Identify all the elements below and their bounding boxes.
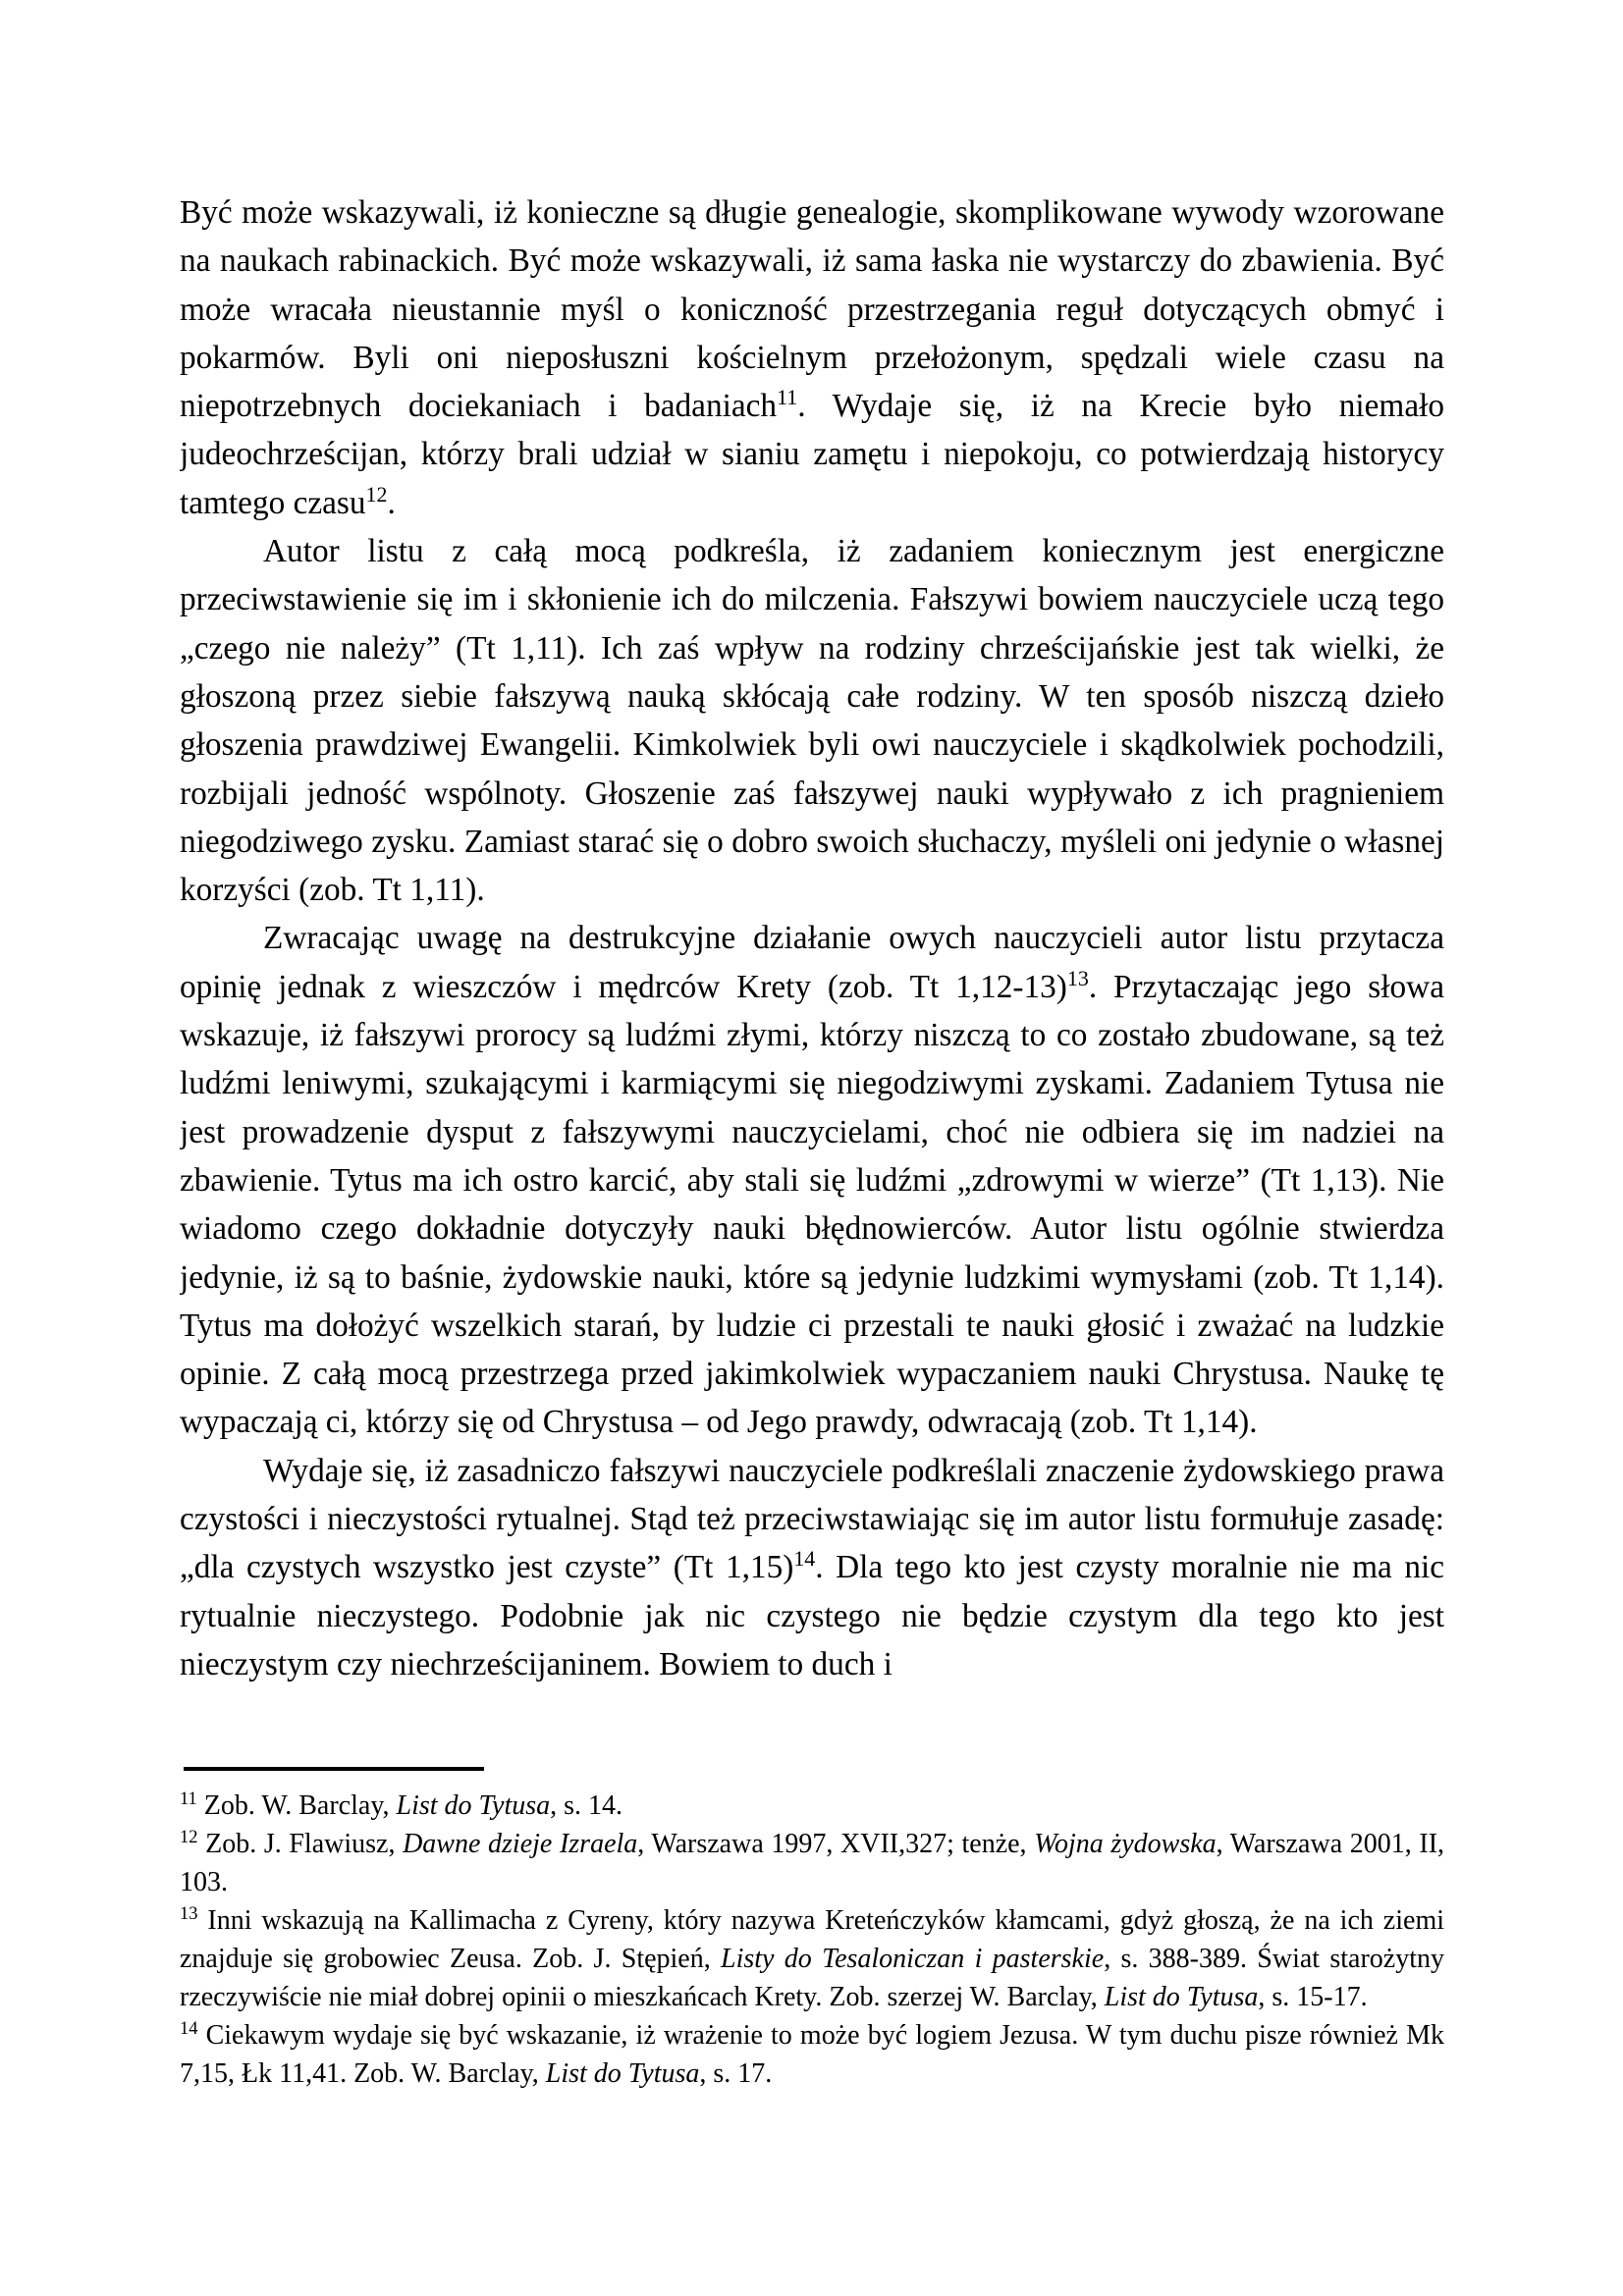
- footnote-separator: [184, 1767, 484, 1771]
- text-segment: , Warszawa 1997, XVII,327; tenże,: [637, 1829, 1035, 1859]
- paragraph-4: [180, 1447, 1444, 1688]
- text-segment: List do Tytusa: [396, 1790, 551, 1821]
- footnote-11: [180, 1787, 1444, 1825]
- text-segment: , s. 17.: [699, 2058, 773, 2089]
- footnote-13: [180, 1901, 1444, 2016]
- text-segment: . Przytaczając jego słowa wskazuje, iż fałszywi prorocy są ludźmi złymi, którzy niszczą to co zostało zbudowane, są też ludźmi leniwymi, szukającymi i karmiącymi się niegodziwymi zyskami. Zadaniem Tytusa nie jest prowadzenie dysput z fałszywymi nauczycielami, choć nie odbiera się im nadziei na zbawienie. Tytus ma ich ostro karcić, aby stali się ludźmi „zdrowymi w wierze” (Tt 1,13). Nie wiadomo czego dokładnie dotyczyły nauki błędnowierców. Autor listu ogólnie stwierdza jedynie, iż są to baśnie, żydowskie nauki, które są jedynie ludzkimi wymysłami (zob. Tt 1,14). Tytus ma dołożyć wszelkich starań, by ludzie ci przestali te nauki głosić i zważać na ludzkie opinie. Z całą mocą przestrzega przed jakimkolwiek wypaczaniem nauki Chrystusa. Naukę tę wypaczają ci, którzy się od Chrystusa – od Jego prawdy, odwracają (zob. Tt 1,14).: [180, 968, 1444, 1441]
- text-segment: . Dla tego kto jest czysty moralnie nie ma nic rytualnie nieczystego. Podobnie jak nic czystego nie będzie czystym dla tego kto jest nieczystym czy niechrześcijaninem. Bowiem to duch i: [180, 1549, 1444, 1682]
- text-segment: , s. 388-389. Świat starożytny rzeczywiście nie miał dobrej opinii o mieszkańcach Krety. Zob. szerzej W. Barclay,: [180, 1944, 1444, 2012]
- text-segment: , s. 14.: [550, 1790, 623, 1821]
- footnote-ref: 13: [180, 1902, 198, 1923]
- text-segment: Być może wskazywali, iż konieczne są długie genealogie, skomplikowane wywody wzorowane na naukach rabinackich. Być może wskazywali, iż sama łaska nie wystarczy do zbawienia. Być może wracała nieustannie myśl o koniczność przestrzegania reguł dotyczących obmyć i pokarmów. Byli oni nieposłuszni kościelnym przełożonym, spędzali wiele czasu na niepotrzebnych dociekaniach i badaniach: [180, 194, 1444, 425]
- text-segment: Zob. J. Flawiusz,: [197, 1829, 404, 1859]
- body-text: [180, 188, 1444, 1761]
- text-segment: Ciekawym wydaje się być wskazanie, iż wrażenie to może być logiem Jezusa. W tym duchu pisze również Mk 7,15, Łk 11,41. Zob. W. Barclay,: [180, 2020, 1444, 2089]
- footnote-ref: 11: [180, 1788, 197, 1808]
- text-segment: List do Tytusa: [545, 2058, 700, 2089]
- text-segment: Dawne dzieje Izraela: [403, 1829, 638, 1859]
- paragraph-3: [180, 914, 1444, 1446]
- text-segment: Wojna żydowska: [1034, 1829, 1217, 1859]
- text-segment: Listy do Tesaloniczan i pasterskie: [721, 1944, 1105, 1974]
- footnotes-section: [180, 1767, 1444, 2093]
- text-segment: , s. 15-17.: [1258, 1982, 1368, 2012]
- text-segment: .: [387, 484, 396, 521]
- text-segment: Zob. W. Barclay,: [196, 1790, 397, 1821]
- footnote-ref: 14: [793, 1546, 816, 1572]
- text-segment: List do Tytusa: [1104, 1982, 1259, 2012]
- footnote-ref: 12: [180, 1826, 198, 1846]
- text-segment: , Warszawa 2001, II, 103.: [180, 1829, 1445, 1897]
- text-segment: . Wydaje się, iż na Krecie było niemało judeochrześcijan, którzy brali udział w sianiu zamętu i niepokoju, co potwierdzają historycy tamtego czasu: [180, 388, 1444, 521]
- text-segment: Wydaje się, iż zasadniczo fałszywi nauczyciele podkreślali znaczenie żydowskiego prawa czystości i nieczystości rytualnej. Stąd też przeciwstawiając się im autor listu formułuje zasadę: „dla czystych wszystko jest czyste” (Tt 1,15): [180, 1452, 1444, 1586]
- paragraph-2: [180, 527, 1444, 914]
- footnote-ref: 13: [1066, 965, 1089, 990]
- text-segment: Zwracając uwagę na destrukcyjne działanie owych nauczycieli autor listu przytacza opinię jednak z wieszczów i mędrców Krety (zob. Tt 1,12-13): [180, 920, 1444, 1005]
- footnote-12: [180, 1825, 1444, 1901]
- text-segment: Autor listu z całą mocą podkreśla, iż zadaniem koniecznym jest energiczne przeciwstawienie się im i skłonienie ich do milczenia. Fałszywi bowiem nauczyciele uczą tego „czego nie należy” (Tt 1,11). Ich zaś wpływ na rodziny chrześcijańskie jest tak wielki, że głoszoną przez siebie fałszywą nauką skłócają całe rodziny. W ten sposób niszczą dzieło głoszenia prawdziwej Ewangelii. Kimkolwiek byli owi nauczyciele i skądkolwiek pochodzili, rozbijali jedność wspólnoty. Głoszenie zaś fałszywej nauki wypływało z ich pragnieniem niegodziwego zysku. Zamiast starać się o dobro swoich słuchaczy, myśleli oni jedynie o własnej korzyści (zob. Tt 1,11).: [180, 533, 1444, 909]
- footnote-ref: 14: [180, 2017, 198, 2038]
- footnote-ref: 11: [777, 385, 798, 410]
- footnote-ref: 12: [365, 481, 388, 507]
- footnote-14: [180, 2016, 1444, 2093]
- text-segment: Inni wskazują na Kallimacha z Cyreny, który nazywa Kreteńczyków kłamcami, gdyż głoszą, że na ich ziemi znajduje się grobowiec Zeusa. Zob. J. Stępień,: [180, 1905, 1444, 1974]
- paragraph-1: [180, 188, 1444, 527]
